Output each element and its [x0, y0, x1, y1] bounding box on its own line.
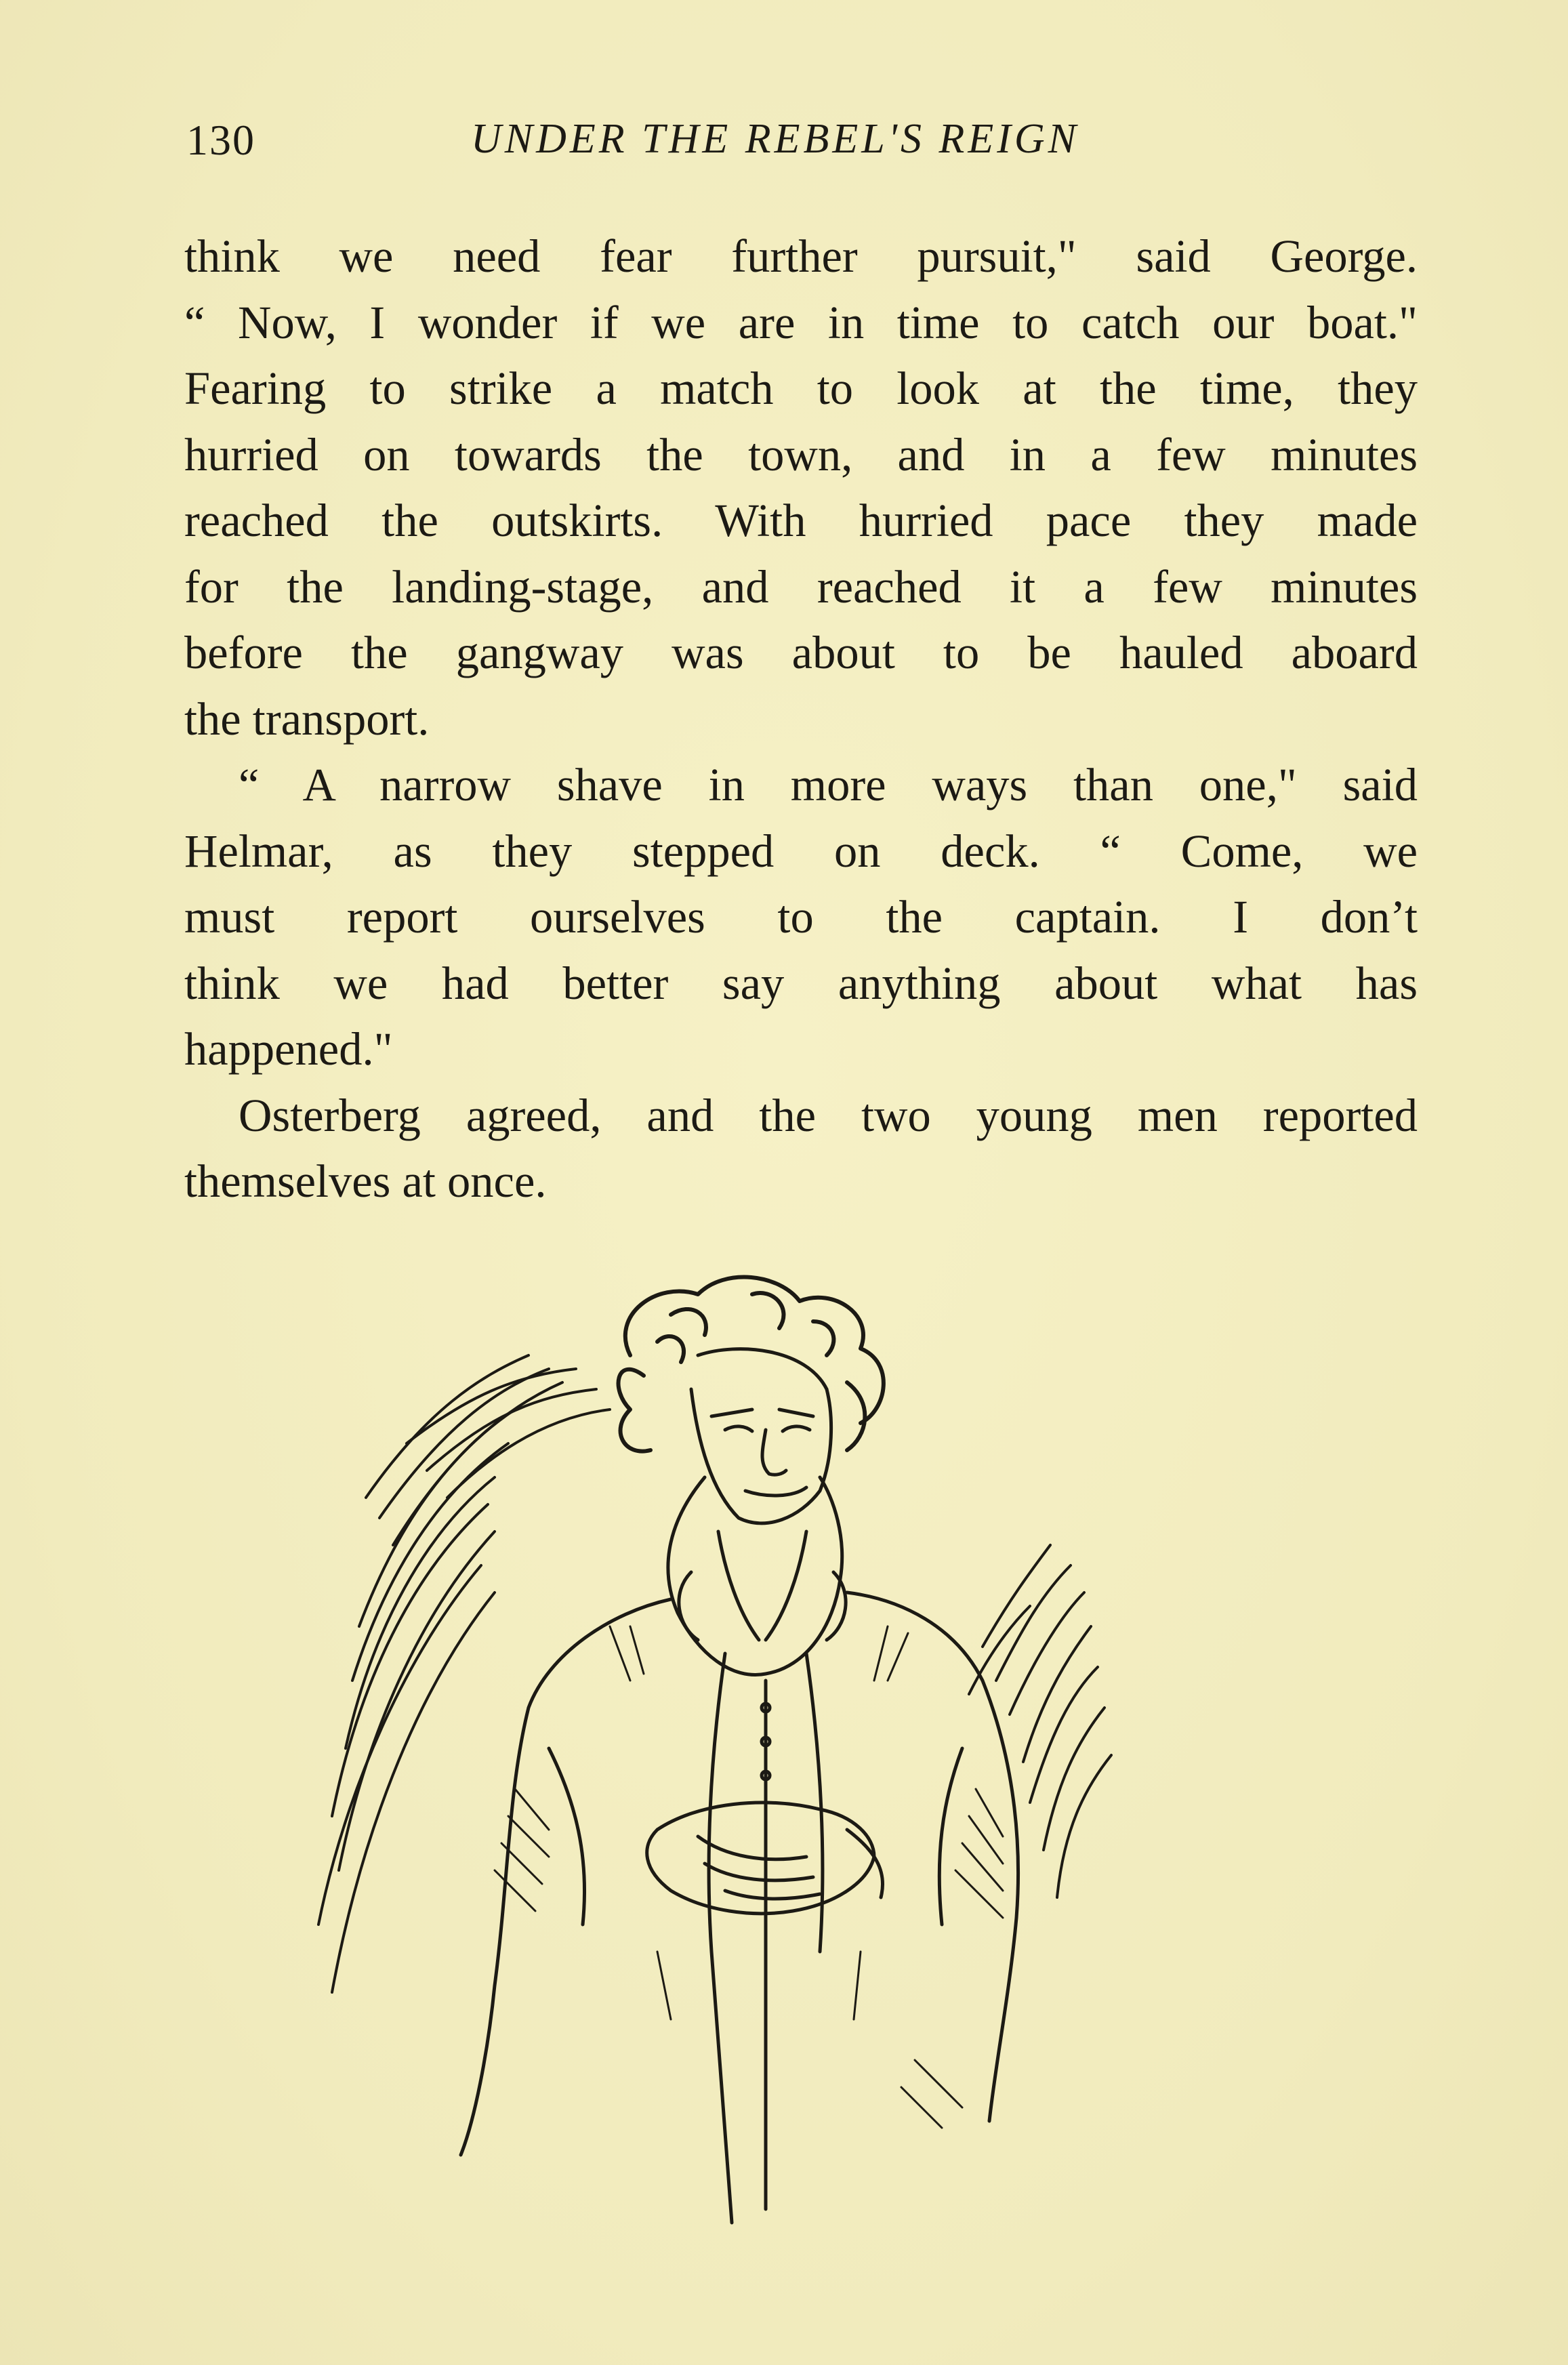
text-line: hurried on towards the town, and in a few minutes: [184, 428, 1418, 480]
text-line: must report ourselves to the captain. I don’t: [184, 891, 1418, 943]
text-line: Helmar, as they stepped on deck. “ Come, we: [184, 825, 1418, 877]
running-head: UNDER THE REBEL'S REIGN: [471, 116, 1080, 162]
pen-illustration-bearded-man: [291, 1274, 1308, 2236]
text-line: think we need fear further pursuit," said George.: [184, 230, 1418, 282]
text-line: “ Now, I wonder if we are in time to catch our boat.": [184, 296, 1418, 348]
text-line: for the landing-stage, and reached it a few minutes: [184, 560, 1418, 613]
text-line: themselves at once.: [184, 1155, 547, 1207]
text-line: before the gangway was about to be hauled aboard: [184, 627, 1418, 678]
body-text: [184, 224, 1418, 1215]
text-line: reached the outskirts. With hurried pace they made: [184, 495, 1418, 546]
text-line: the transport.: [184, 693, 430, 745]
text-line: Osterberg agreed, and the two young men reported: [239, 1089, 1418, 1141]
text-line: Fearing to strike a match to look at the time, they: [184, 363, 1418, 414]
text-line: happened.": [184, 1023, 393, 1075]
page-number: 130: [186, 116, 255, 164]
text-line: think we had better say anything about what has: [184, 957, 1418, 1009]
text-line: “ A narrow shave in more ways than one," said: [239, 759, 1418, 810]
illustration-drawing: [291, 1274, 1308, 2236]
page-header: [186, 115, 1420, 176]
